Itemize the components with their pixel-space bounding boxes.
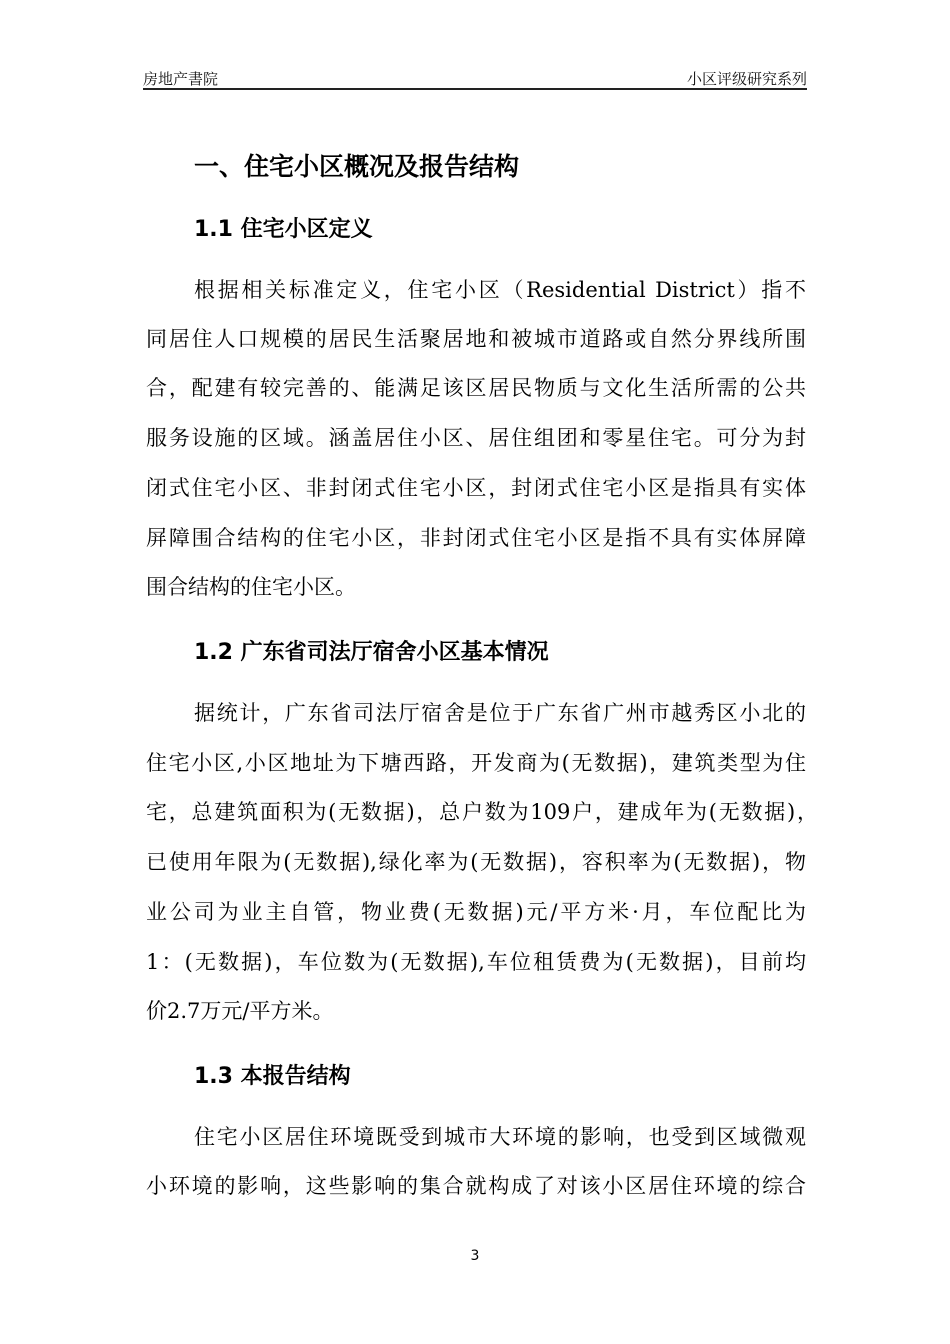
section-title: 一、住宅小区概况及报告结构: [194, 152, 520, 181]
heading-1-2: 1.2 广东省司法厅宿舍小区基本情况: [194, 640, 549, 665]
paragraph-line: 同居住人口规模的居民生活聚居地和被城市道路或自然分界线所围: [146, 327, 806, 351]
heading-1-3: 1.3 本报告结构: [194, 1064, 351, 1089]
header-left: 房地产書院: [143, 70, 219, 88]
paragraph-line: 围合结构的住宅小区。: [146, 575, 356, 599]
paragraph-line: 闭式住宅小区、非封闭式住宅小区，封闭式住宅小区是指具有实体: [146, 476, 806, 500]
header-right: 小区评级研究系列: [686, 70, 807, 88]
page-number: 3: [470, 1248, 480, 1264]
heading-1-1: 1.1 住宅小区定义: [194, 217, 373, 242]
header-divider: [143, 88, 807, 90]
paragraph-line: 1：(无数据)，车位数为(无数据),车位租赁费为(无数据)，目前均: [146, 950, 806, 974]
paragraph-line: 小环境的影响，这些影响的集合就构成了对该小区居住环境的综合: [146, 1174, 806, 1198]
paragraph-line: 屏障围合结构的住宅小区，非封闭式住宅小区是指不具有实体屏障: [146, 526, 806, 550]
paragraph-line: 住宅小区居住环境既受到城市大环境的影响，也受到区域微观: [194, 1125, 806, 1149]
paragraph-line: 住宅小区,小区地址为下塘西路，开发商为(无数据)，建筑类型为住: [146, 751, 806, 775]
paragraph-line: 价2.7万元/平方米。: [146, 999, 334, 1023]
paragraph-line: 已使用年限为(无数据),绿化率为(无数据)，容积率为(无数据)，物: [146, 850, 806, 874]
paragraph-line: 根据相关标准定义，住宅小区（Residential District）指不: [194, 278, 806, 302]
paragraph-line: 合，配建有较完善的、能满足该区居民物质与文化生活所需的公共: [146, 376, 806, 400]
paragraph-line: 业公司为业主自管，物业费(无数据)元/平方米·月，车位配比为: [146, 900, 806, 924]
paragraph-line: 据统计，广东省司法厅宿舍是位于广东省广州市越秀区小北的: [194, 701, 806, 725]
paragraph-line: 宅，总建筑面积为(无数据)，总户数为109户，建成年为(无数据)，: [146, 800, 818, 824]
paragraph-line: 服务设施的区域。涵盖居住小区、居住组团和零星住宅。可分为封: [146, 426, 806, 450]
